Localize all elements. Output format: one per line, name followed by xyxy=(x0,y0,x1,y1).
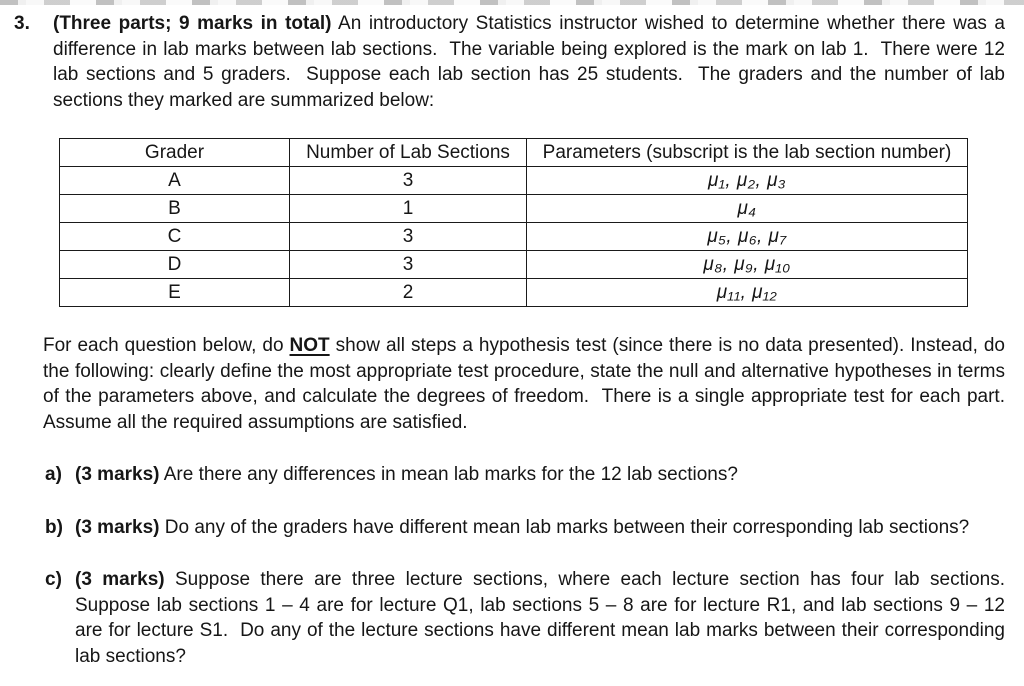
grader-cell: C xyxy=(60,223,290,251)
part-a-text: Are there any differences in mean lab marks for the 12 lab sections? xyxy=(163,464,738,485)
sections-cell: 1 xyxy=(290,195,527,223)
table-row xyxy=(60,195,968,223)
part-c-body xyxy=(75,567,1011,669)
part-a-marks: (3 marks) xyxy=(75,464,160,485)
part-c-marks: (3 marks) xyxy=(75,569,165,590)
table-header-row xyxy=(60,139,968,167)
parameters-cell: μ₁₁, μ₁₂ xyxy=(527,279,968,307)
part-a-body xyxy=(75,462,1005,488)
question-intro-text: An introductory Statistics instructor wished to determine whether there was a difference in lab marks between lab sections. The variable being explored is the mark on lab 1. There were 12 lab sections and 5 graders. Suppose each lab section has 25 students. The graders and the number of lab sections they marked are summarized below: xyxy=(53,13,1011,111)
instructions-paragraph xyxy=(43,333,1016,435)
grader-cell: E xyxy=(60,279,290,307)
instructions-post: show all steps a hypothesis test (since there is no data presented). Instead, do the following: clearly define the most appropriate test procedure, state the null and alternative hypotheses in terms of the parameters above, and calculate the degrees of freedom. There is a single appropriate test for each part. Assume all the required assumptions are satisfied. xyxy=(43,335,1016,433)
table-row xyxy=(60,279,968,307)
part-b-body xyxy=(75,515,1005,541)
question-3 xyxy=(14,11,1011,113)
part-c xyxy=(45,567,1011,669)
part-b-text: Do any of the graders have different mean lab marks between their corresponding lab sections? xyxy=(164,516,970,538)
sections-cell: 2 xyxy=(290,279,527,307)
part-b-label: b) xyxy=(45,516,63,538)
grader-cell: A xyxy=(60,167,290,195)
column-header-grader: Grader xyxy=(60,139,290,167)
parameters-cell: μ₅, μ₆, μ₇ xyxy=(527,223,968,251)
part-c-text: Suppose there are three lecture sections, where each lecture section has four lab sections. Suppose lab sections 1 – 4 are for lecture Q1, lab sections 5 – 8 are for lecture R1, and lab sections 9 – 12 are for lecture S1. Do any of the lecture sections have different mean lab marks between their corresponding lab sections? xyxy=(75,569,1011,667)
column-header-sections: Number of Lab Sections xyxy=(290,139,527,167)
question-marks-total: (Three parts; 9 marks in total) xyxy=(53,13,332,34)
question-number: 3. xyxy=(14,13,30,34)
table-row xyxy=(60,167,968,195)
parameters-cell: μ₁, μ₂, μ₃ xyxy=(527,167,968,195)
part-a-label: a) xyxy=(45,464,62,485)
grader-cell: D xyxy=(60,251,290,279)
table-row xyxy=(60,223,968,251)
column-header-parameters: Parameters (subscript is the lab section number) xyxy=(527,139,968,167)
sections-cell: 3 xyxy=(290,223,527,251)
grader-table-wrapper xyxy=(59,138,1024,307)
parameters-cell: μ₄ xyxy=(527,195,968,223)
grader-table xyxy=(59,138,968,307)
table-row xyxy=(60,251,968,279)
scan-artifact xyxy=(0,0,1024,5)
question-intro-paragraph xyxy=(53,11,1011,113)
instructions-not-emphasis: NOT xyxy=(289,335,330,356)
grader-cell: B xyxy=(60,195,290,223)
part-b xyxy=(45,515,1005,541)
instructions-pre: For each question below, do xyxy=(43,335,284,356)
parameters-cell: μ₈, μ₉, μ₁₀ xyxy=(527,251,968,279)
sections-cell: 3 xyxy=(290,251,527,279)
sections-cell: 3 xyxy=(290,167,527,195)
part-c-label: c) xyxy=(45,569,62,590)
part-b-marks: (3 marks) xyxy=(75,516,160,538)
part-a xyxy=(45,462,1005,488)
